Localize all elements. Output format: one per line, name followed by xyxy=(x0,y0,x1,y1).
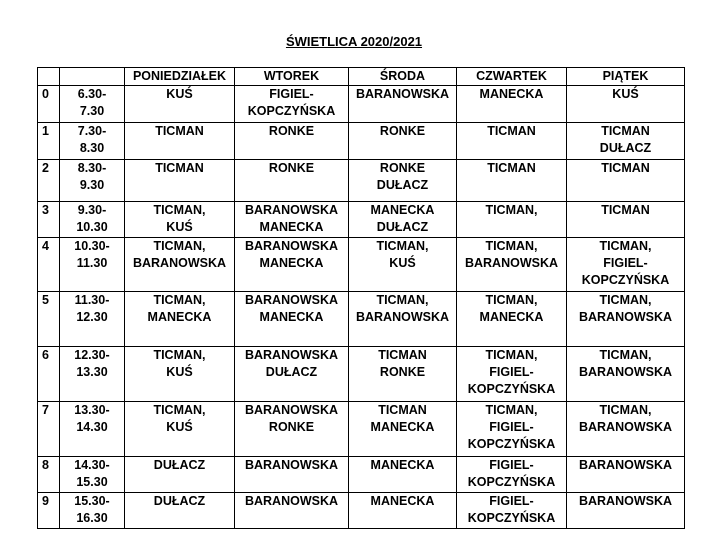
teacher-name: DUŁACZ xyxy=(376,220,429,234)
row-index: 9 xyxy=(38,493,60,529)
teacher-name: KOPCZYŃSKA xyxy=(467,437,556,451)
time-cell xyxy=(60,202,125,238)
cell-monday xyxy=(125,202,235,238)
cell-thursday xyxy=(457,123,567,160)
time-line: 7.30- xyxy=(77,124,107,138)
teacher-name: FIGIEL- xyxy=(489,458,534,472)
table-row xyxy=(38,86,685,123)
teacher-name: DUŁACZ xyxy=(265,365,318,379)
time-line: 7.30 xyxy=(79,104,105,118)
teacher-name: MANECKA xyxy=(259,220,324,234)
teacher-name: FIGIEL- xyxy=(489,365,534,379)
time-line: 6.30- xyxy=(77,87,107,101)
teacher-name: MANECKA xyxy=(147,310,212,324)
teacher-name: BARANOWSKA xyxy=(244,348,339,362)
teacher-name: BARANOWSKA xyxy=(355,310,450,324)
cell-monday xyxy=(125,402,235,457)
teacher-name: RONKE xyxy=(268,420,315,434)
teacher-name: BARANOWSKA xyxy=(244,403,339,417)
cell-wednesday xyxy=(349,123,457,160)
header-wednesday: ŚRODA xyxy=(349,68,457,86)
time-line: 16.30 xyxy=(76,511,108,525)
row-index: 2 xyxy=(38,160,60,202)
teacher-name: TICMAN, xyxy=(153,239,206,253)
teacher-name: TICMAN xyxy=(487,124,536,138)
table-row xyxy=(38,347,685,402)
teacher-name: MANECKA xyxy=(370,203,435,217)
cell-wednesday xyxy=(349,202,457,238)
header-index xyxy=(38,68,60,86)
teacher-name: BARANOWSKA xyxy=(244,203,339,217)
time-cell xyxy=(60,160,125,202)
time-cell xyxy=(60,238,125,292)
time-line: 9.30- xyxy=(77,203,107,217)
cell-thursday xyxy=(457,86,567,123)
teacher-name: TICMAN, xyxy=(153,348,206,362)
table-row xyxy=(38,493,685,529)
teacher-name: TICMAN, xyxy=(376,293,429,307)
cell-tuesday xyxy=(235,202,349,238)
time-line: 15.30- xyxy=(74,494,110,508)
header-row xyxy=(38,68,685,86)
teacher-name: MANECKA xyxy=(259,310,324,324)
table-row xyxy=(38,402,685,457)
cell-thursday xyxy=(457,493,567,529)
cell-tuesday xyxy=(235,160,349,202)
cell-tuesday xyxy=(235,292,349,347)
time-line: 14.30 xyxy=(76,420,108,434)
cell-monday xyxy=(125,160,235,202)
time-line: 12.30- xyxy=(74,348,110,362)
time-line: 15.30 xyxy=(76,475,108,489)
header-tuesday: WTOREK xyxy=(235,68,349,86)
teacher-name: BARANOWSKA xyxy=(578,458,673,472)
cell-tuesday xyxy=(235,457,349,493)
time-cell xyxy=(60,347,125,402)
teacher-name: FIGIEL- xyxy=(269,87,314,101)
header-time xyxy=(60,68,125,86)
teacher-name: KUŚ xyxy=(166,220,193,234)
time-cell xyxy=(60,292,125,347)
time-line: 14.30- xyxy=(74,458,110,472)
cell-tuesday xyxy=(235,402,349,457)
schedule-body xyxy=(38,86,685,529)
teacher-name: TICMAN, xyxy=(599,348,652,362)
time-cell xyxy=(60,86,125,123)
header-thursday: CZWARTEK xyxy=(457,68,567,86)
cell-wednesday xyxy=(349,86,457,123)
teacher-name: TICMAN xyxy=(601,203,650,217)
teacher-name: RONKE xyxy=(268,161,315,175)
cell-friday xyxy=(567,123,685,160)
teacher-name: TICMAN xyxy=(155,124,204,138)
teacher-name: DUŁACZ xyxy=(599,141,652,155)
cell-friday xyxy=(567,86,685,123)
cell-friday xyxy=(567,160,685,202)
header-friday: PIĄTEK xyxy=(567,68,685,86)
cell-tuesday xyxy=(235,347,349,402)
teacher-name: RONKE xyxy=(379,365,426,379)
schedule-table xyxy=(37,67,685,529)
time-line: 11.30- xyxy=(74,293,110,307)
teacher-name: TICMAN, xyxy=(485,239,538,253)
teacher-name: KUŚ xyxy=(389,256,416,270)
cell-friday xyxy=(567,292,685,347)
table-row xyxy=(38,123,685,160)
row-index: 1 xyxy=(38,123,60,160)
teacher-name: KUŚ xyxy=(166,87,193,101)
teacher-name: TICMAN, xyxy=(376,239,429,253)
cell-monday xyxy=(125,457,235,493)
teacher-name: TICMAN, xyxy=(599,293,652,307)
cell-friday xyxy=(567,402,685,457)
teacher-name: TICMAN, xyxy=(599,403,652,417)
cell-thursday xyxy=(457,238,567,292)
cell-tuesday xyxy=(235,86,349,123)
table-row xyxy=(38,202,685,238)
teacher-name: TICMAN, xyxy=(485,348,538,362)
teacher-name: BARANOWSKA xyxy=(132,256,227,270)
teacher-name: TICMAN, xyxy=(485,403,538,417)
teacher-name: TICMAN, xyxy=(485,203,538,217)
time-line: 11.30 xyxy=(76,256,108,270)
row-index: 3 xyxy=(38,202,60,238)
teacher-name: BARANOWSKA xyxy=(578,420,673,434)
time-line: 10.30 xyxy=(76,220,108,234)
teacher-name: KUŚ xyxy=(166,365,193,379)
cell-monday xyxy=(125,493,235,529)
time-cell xyxy=(60,123,125,160)
row-index: 4 xyxy=(38,238,60,292)
teacher-name: TICMAN, xyxy=(485,293,538,307)
header-monday: PONIEDZIAŁEK xyxy=(125,68,235,86)
teacher-name: BARANOWSKA xyxy=(578,365,673,379)
teacher-name: MANECKA xyxy=(370,458,435,472)
teacher-name: KUŚ xyxy=(612,87,639,101)
cell-wednesday xyxy=(349,457,457,493)
time-cell xyxy=(60,402,125,457)
cell-monday xyxy=(125,347,235,402)
teacher-name: BARANOWSKA xyxy=(244,239,339,253)
teacher-name: TICMAN xyxy=(378,403,427,417)
teacher-name: TICMAN, xyxy=(599,239,652,253)
teacher-name: TICMAN xyxy=(601,161,650,175)
teacher-name: BARANOWSKA xyxy=(355,87,450,101)
teacher-name: FIGIEL- xyxy=(489,494,534,508)
time-line: 8.30 xyxy=(79,141,105,155)
cell-thursday xyxy=(457,402,567,457)
cell-friday xyxy=(567,493,685,529)
teacher-name: BARANOWSKA xyxy=(244,494,339,508)
teacher-name: KOPCZYŃSKA xyxy=(467,475,556,489)
teacher-name: BARANOWSKA xyxy=(244,293,339,307)
time-cell xyxy=(60,493,125,529)
cell-friday xyxy=(567,238,685,292)
teacher-name: TICMAN xyxy=(155,161,204,175)
time-cell xyxy=(60,457,125,493)
cell-thursday xyxy=(457,202,567,238)
teacher-name: BARANOWSKA xyxy=(464,256,559,270)
time-line: 10.30- xyxy=(74,239,110,253)
row-index: 6 xyxy=(38,347,60,402)
cell-wednesday xyxy=(349,292,457,347)
teacher-name: TICMAN xyxy=(487,161,536,175)
cell-friday xyxy=(567,347,685,402)
cell-wednesday xyxy=(349,238,457,292)
teacher-name: BARANOWSKA xyxy=(578,310,673,324)
row-index: 5 xyxy=(38,292,60,347)
cell-monday xyxy=(125,238,235,292)
teacher-name: BARANOWSKA xyxy=(578,494,673,508)
teacher-name: FIGIEL- xyxy=(603,256,648,270)
row-index: 7 xyxy=(38,402,60,457)
cell-monday xyxy=(125,86,235,123)
teacher-name: BARANOWSKA xyxy=(244,458,339,472)
cell-monday xyxy=(125,123,235,160)
teacher-name: TICMAN, xyxy=(153,403,206,417)
time-line: 13.30- xyxy=(74,403,110,417)
cell-friday xyxy=(567,202,685,238)
cell-thursday xyxy=(457,292,567,347)
teacher-name: RONKE xyxy=(379,161,426,175)
cell-wednesday xyxy=(349,402,457,457)
teacher-name: MANECKA xyxy=(259,256,324,270)
teacher-name: DUŁACZ xyxy=(153,458,206,472)
teacher-name: KUŚ xyxy=(166,420,193,434)
time-line: 12.30 xyxy=(76,310,108,324)
teacher-name: TICMAN, xyxy=(153,293,206,307)
teacher-name: KOPCZYŃSKA xyxy=(467,511,556,525)
table-row xyxy=(38,238,685,292)
teacher-name: TICMAN xyxy=(378,348,427,362)
teacher-name: MANECKA xyxy=(479,310,544,324)
cell-wednesday xyxy=(349,347,457,402)
row-index: 0 xyxy=(38,86,60,123)
teacher-name: KOPCZYŃSKA xyxy=(247,104,336,118)
teacher-name: MANECKA xyxy=(370,494,435,508)
cell-tuesday xyxy=(235,238,349,292)
table-row xyxy=(38,160,685,202)
cell-thursday xyxy=(457,457,567,493)
cell-friday xyxy=(567,457,685,493)
time-line: 8.30- xyxy=(77,161,107,175)
cell-tuesday xyxy=(235,123,349,160)
cell-thursday xyxy=(457,347,567,402)
cell-thursday xyxy=(457,160,567,202)
teacher-name: DUŁACZ xyxy=(153,494,206,508)
teacher-name: TICMAN xyxy=(601,124,650,138)
cell-monday xyxy=(125,292,235,347)
teacher-name: RONKE xyxy=(268,124,315,138)
time-line: 9.30 xyxy=(79,178,105,192)
document-title: ŚWIETLICA 2020/2021 xyxy=(285,34,423,49)
table-row xyxy=(38,457,685,493)
cell-wednesday xyxy=(349,493,457,529)
teacher-name: DUŁACZ xyxy=(376,178,429,192)
table-row xyxy=(38,292,685,347)
teacher-name: TICMAN, xyxy=(153,203,206,217)
cell-wednesday xyxy=(349,160,457,202)
time-line: 13.30 xyxy=(76,365,108,379)
row-index: 8 xyxy=(38,457,60,493)
teacher-name: MANECKA xyxy=(370,420,435,434)
teacher-name: RONKE xyxy=(379,124,426,138)
cell-tuesday xyxy=(235,493,349,529)
teacher-name: KOPCZYŃSKA xyxy=(467,382,556,396)
teacher-name: FIGIEL- xyxy=(489,420,534,434)
teacher-name: KOPCZYŃSKA xyxy=(581,273,670,287)
teacher-name: MANECKA xyxy=(479,87,544,101)
